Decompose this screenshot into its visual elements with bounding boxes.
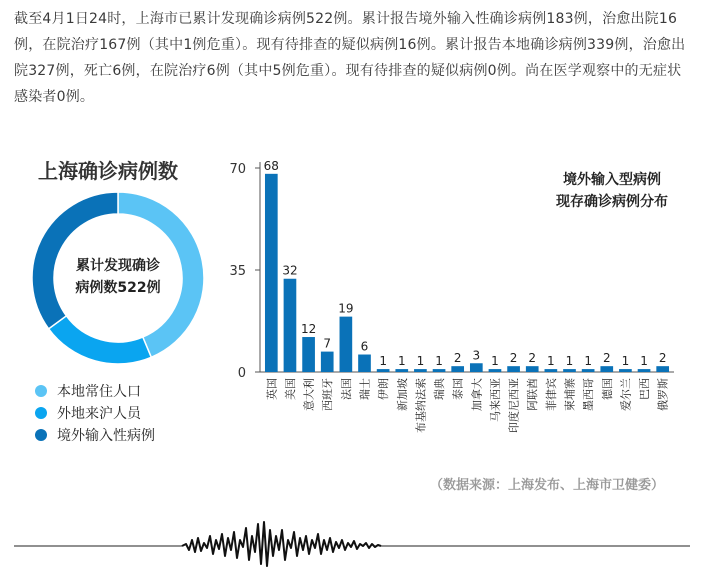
bar-value-label: 68	[263, 158, 279, 173]
bar-3	[321, 352, 334, 372]
bar-14	[526, 366, 539, 372]
category-label: 加拿大	[470, 378, 484, 411]
bar-6	[377, 369, 390, 372]
bar-value-label: 6	[360, 339, 369, 354]
y-tick-label: 35	[229, 264, 246, 279]
category-label: 爱尔兰	[619, 378, 633, 411]
bar-value-label: 1	[491, 354, 499, 369]
bar-chart	[220, 150, 690, 460]
bar-value-label: 7	[323, 336, 332, 351]
bar-21	[656, 366, 669, 372]
category-label: 新加坡	[395, 378, 409, 411]
bar-19	[619, 369, 632, 372]
category-label: 墨西哥	[582, 378, 596, 411]
bar-18	[600, 366, 613, 372]
category-label: 伊朗	[377, 378, 391, 400]
donut-center-line-2: 病例数522例	[75, 280, 161, 296]
bar-5	[358, 355, 371, 372]
bar-value-label: 12	[300, 322, 317, 337]
bar-value-label: 2	[528, 351, 537, 366]
bar-9	[433, 369, 446, 372]
bar-value-label: 2	[509, 351, 518, 366]
bar-value-label: 1	[565, 354, 574, 369]
bar-8	[414, 369, 427, 372]
legend-item-outside	[35, 402, 155, 424]
bar-17	[582, 369, 595, 372]
bar-value-label: 1	[416, 354, 425, 369]
bar-chart-title-line: 现存确诊病例分布	[556, 194, 668, 210]
bar-16	[563, 369, 576, 372]
category-label: 阿联酋	[526, 378, 540, 411]
category-label: 马来西亚	[488, 378, 502, 422]
bar-chart-title-line: 境外输入型病例	[563, 172, 661, 188]
legend-dot-outside	[35, 407, 47, 419]
category-label: 布基纳法索	[414, 378, 428, 433]
bar-7	[395, 369, 408, 372]
bar-4	[340, 317, 353, 372]
bar-value-label: 32	[282, 263, 298, 278]
bar-1	[284, 279, 297, 372]
category-label: 柬埔寨	[563, 378, 577, 411]
bar-20	[638, 369, 651, 372]
category-label: 德国	[600, 378, 614, 400]
legend-dot-imported	[35, 429, 47, 441]
donut-slice-outside	[49, 316, 152, 364]
bar-value-label: 1	[397, 354, 406, 369]
legend-label-imported: 境外输入性病例	[57, 428, 155, 444]
y-tick-label: 70	[229, 162, 246, 177]
bar-value-label: 19	[338, 301, 354, 316]
donut-center-line-1: 累计发现确诊	[76, 258, 160, 274]
data-source-note: （数据来源：上海发布、上海市卫健委）	[430, 478, 665, 493]
bar-11	[470, 363, 483, 372]
category-label: 法国	[339, 378, 353, 400]
bar-value-label: 2	[602, 351, 611, 366]
waveform-icon	[182, 522, 381, 566]
legend-item-imported	[35, 424, 155, 446]
bar-value-label: 1	[640, 354, 648, 369]
donut-chart-title: 上海确诊病例数	[38, 159, 178, 183]
bar-value-label: 1	[584, 354, 592, 369]
bar-value-label: 1	[547, 354, 555, 369]
category-label: 巴西	[638, 378, 652, 400]
category-label: 意大利	[302, 378, 316, 411]
category-label: 瑞士	[358, 378, 372, 400]
category-label: 俄罗斯	[656, 378, 670, 411]
bar-value-label: 3	[472, 348, 481, 363]
y-tick-label: 0	[237, 366, 246, 381]
bar-value-label: 1	[435, 354, 443, 369]
category-label: 菲律宾	[544, 378, 558, 411]
donut-legend	[35, 380, 155, 446]
legend-label-local: 本地常住人口	[57, 384, 141, 400]
legend-dot-local	[35, 385, 47, 397]
category-label: 英国	[265, 378, 279, 400]
category-label: 印度尼西亚	[507, 378, 521, 433]
bar-12	[489, 369, 502, 372]
category-label: 西班牙	[321, 378, 335, 411]
bar-15	[545, 369, 558, 372]
legend-item-local	[35, 380, 155, 402]
intro-paragraph: 截至4月1日24时，上海市已累计发现确诊病例522例。累计报告境外输入性确诊病例183例，治愈出院16例，在院治疗167例（其中1例危重）。现有待排查的疑似病例16例。累计报告本地确诊病例339例，治愈出院327例，死亡6例，在院治疗6例（其中5例危重）。现有待排查的疑似病例0例。尚在医学观察中的无症状感染者0例。	[14, 11, 686, 105]
bar-13	[507, 366, 520, 372]
bar-0	[265, 174, 278, 372]
donut-center-label	[32, 255, 204, 299]
category-label: 美国	[283, 378, 297, 400]
bar-value-label: 1	[379, 354, 387, 369]
legend-label-outside: 外地来沪人员	[57, 406, 141, 422]
category-label: 瑞典	[433, 378, 447, 400]
bar-10	[451, 366, 464, 372]
footer-divider	[14, 510, 690, 570]
bar-value-label: 1	[621, 354, 630, 369]
bar-2	[302, 337, 315, 372]
category-label: 泰国	[451, 378, 465, 400]
bar-value-label: 2	[658, 351, 667, 366]
bar-value-label: 2	[453, 351, 462, 366]
